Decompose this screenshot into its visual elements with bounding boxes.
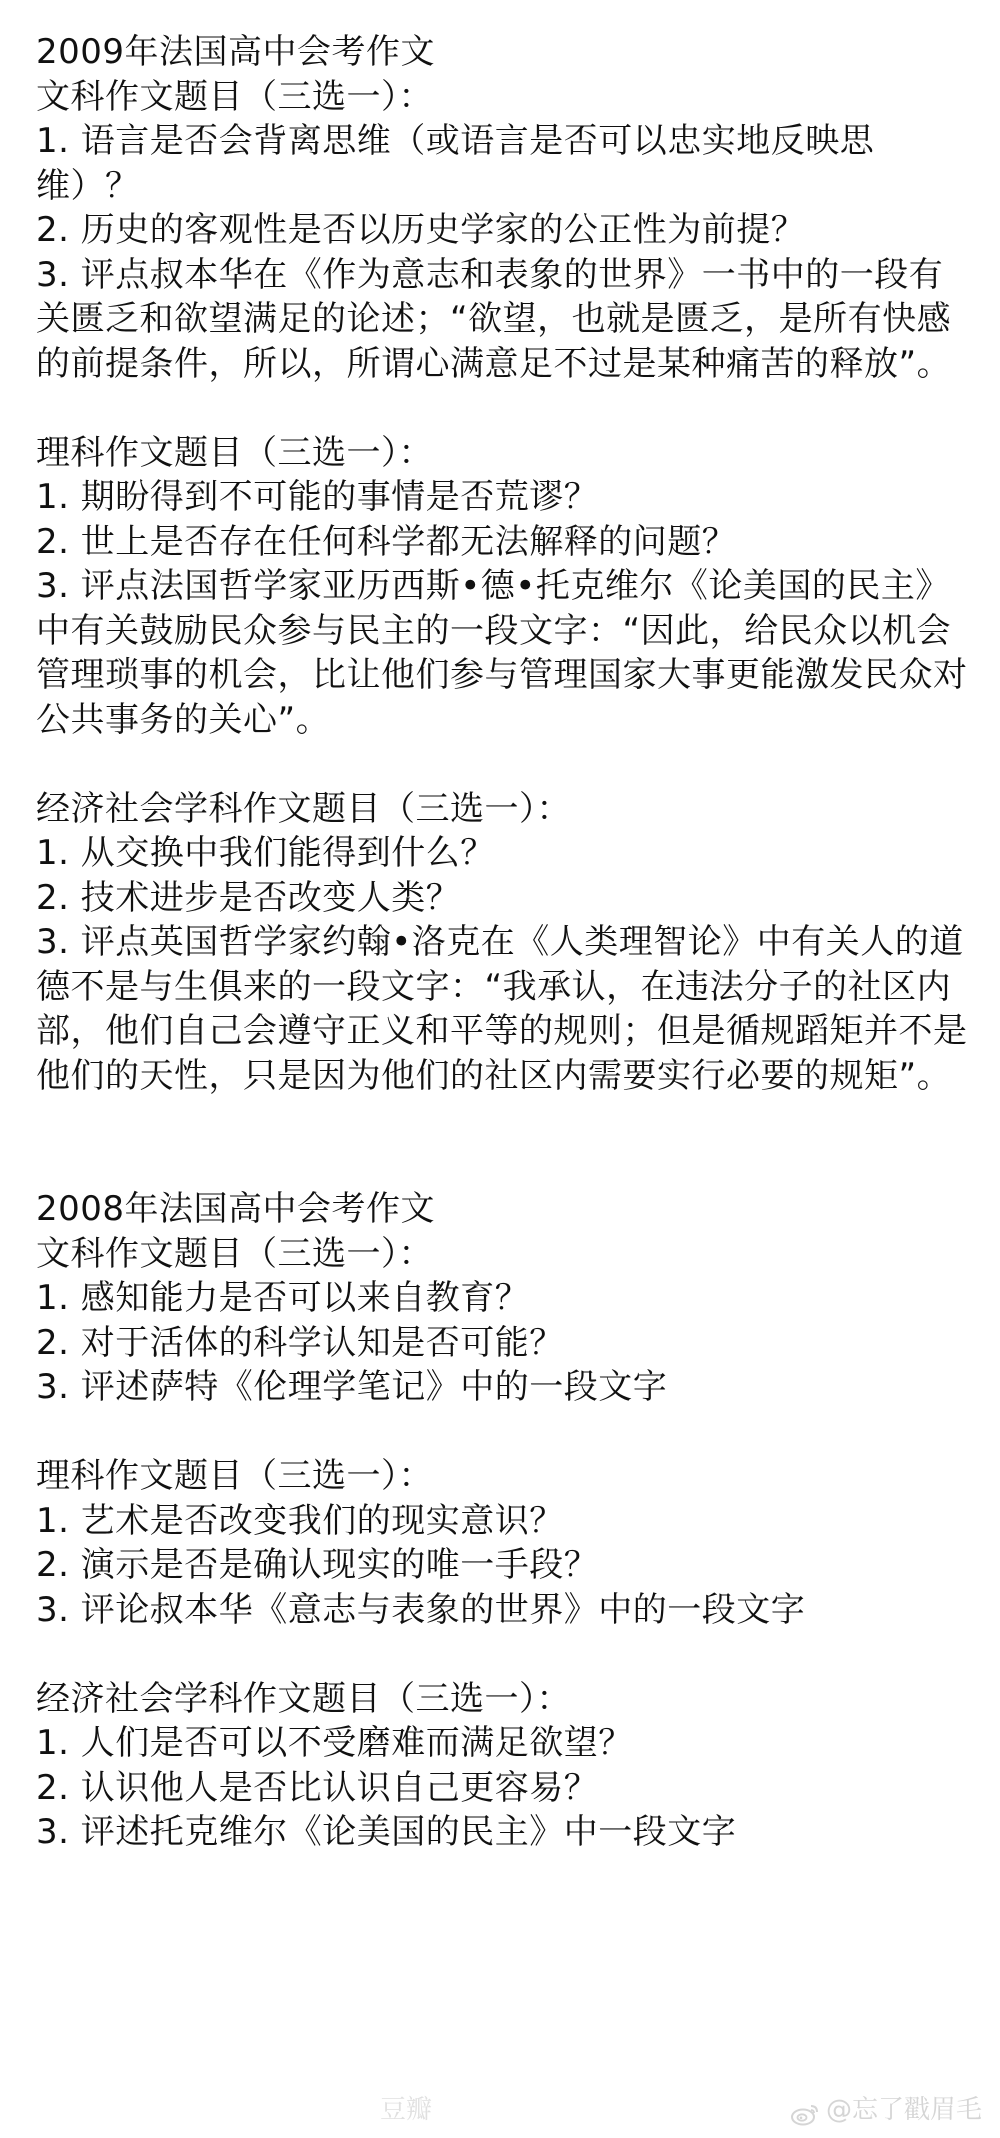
- jingji-2008-question-2: 2. 认识他人是否比认识自己更容易？: [36, 1767, 599, 1808]
- like-2008-question-1: 1. 艺术是否改变我们的现实意识？: [36, 1500, 564, 1541]
- jingji-heading-2009: 经济社会学科作文题目（三选一）：: [36, 788, 571, 829]
- section-title-2009: 2009年法国高中会考作文: [36, 32, 436, 72]
- wenke-2009-question-2: 2. 历史的客观性是否以历史学家的公正性为前提？: [36, 210, 806, 250]
- like-2008-question-2: 2. 演示是否是确认现实的唯一手段？: [36, 1545, 599, 1585]
- like-heading-2009: 理科作文题目（三选一）：: [36, 432, 433, 473]
- spacer: [36, 1098, 976, 1187]
- wenke-heading-2009: 文科作文题目（三选一）：: [36, 76, 433, 117]
- like-2009-question-1: 1. 期盼得到不可能的事情是否荒谬？: [36, 477, 599, 517]
- jingji-2009-question-1: 1. 从交换中我们能得到什么？: [36, 833, 495, 873]
- wenke-2008-question-3: 3. 评述萨特《伦理学笔记》中的一段文字: [36, 1367, 668, 1407]
- jingji-heading-2008: 经济社会学科作文题目（三选一）：: [36, 1678, 571, 1719]
- wenke-heading-2008: 文科作文题目（三选一）：: [36, 1233, 433, 1274]
- section-title-2008: 2008年法国高中会考作文: [36, 1189, 436, 1229]
- like-2009-question-2: 2. 世上是否存在任何科学都无法解释的问题？: [36, 521, 737, 562]
- jingji-2008-question-3: 3. 评述托克维尔《论美国的民主》中一段文字: [36, 1812, 737, 1852]
- spacer: [36, 742, 976, 787]
- spacer: [36, 386, 976, 431]
- jingji-2009-question-2: 2. 技术进步是否改变人类？: [36, 877, 461, 918]
- like-2009-question-3: 3. 评点法国哲学家亚历西斯•德•托克维尔《论美国的民主》中有关鼓励民众参与民主的一段文字：“因此，给民众以机会管理琐事的机会，比让他们参与管理国家大事更能激发民众对公共事务的关心”。: [36, 566, 968, 740]
- wenke-2009-question-3: 3. 评点叔本华在《作为意志和表象的世界》一书中的一段有关匮乏和欲望满足的论述；“欲望，也就是匮乏，是所有快感的前提条件，所以，所谓心满意足不过是某种痛苦的释放”。: [36, 254, 952, 384]
- document-body: [36, 30, 976, 1855]
- wenke-2008-question-2: 2. 对于活体的科学认知是否可能？: [36, 1322, 564, 1363]
- jingji-2009-question-3: 3. 评点英国哲学家约翰•洛克在《人类理智论》中有关人的道德不是与生俱来的一段文字：“我承认，在违法分子的社区内部，他们自己会遵守正义和平等的规则；但是循规蹈矩并不是他们的天性，只是因为他们的社区内需要实行必要的规矩”。: [36, 922, 968, 1096]
- weibo-icon: [790, 2098, 820, 2122]
- jingji-2008-question-1: 1. 人们是否可以不受磨难而满足欲望？: [36, 1723, 633, 1763]
- like-2008-question-3: 3. 评论叔本华《意志与表象的世界》中的一段文字: [36, 1589, 806, 1630]
- watermark-site: 豆瓣: [380, 2095, 433, 2125]
- watermark-handle: [790, 2090, 982, 2130]
- wenke-2009-question-1: 1. 语言是否会背离思维（或语言是否可以忠实地反映思维）？: [36, 121, 875, 206]
- watermark-handle-text: @忘了戳眉毛: [826, 2095, 983, 2125]
- wenke-2008-question-1: 1. 感知能力是否可以来自教育？: [36, 1278, 530, 1318]
- spacer: [36, 1632, 976, 1677]
- spacer: [36, 1410, 976, 1455]
- like-heading-2008: 理科作文题目（三选一）：: [36, 1456, 433, 1496]
